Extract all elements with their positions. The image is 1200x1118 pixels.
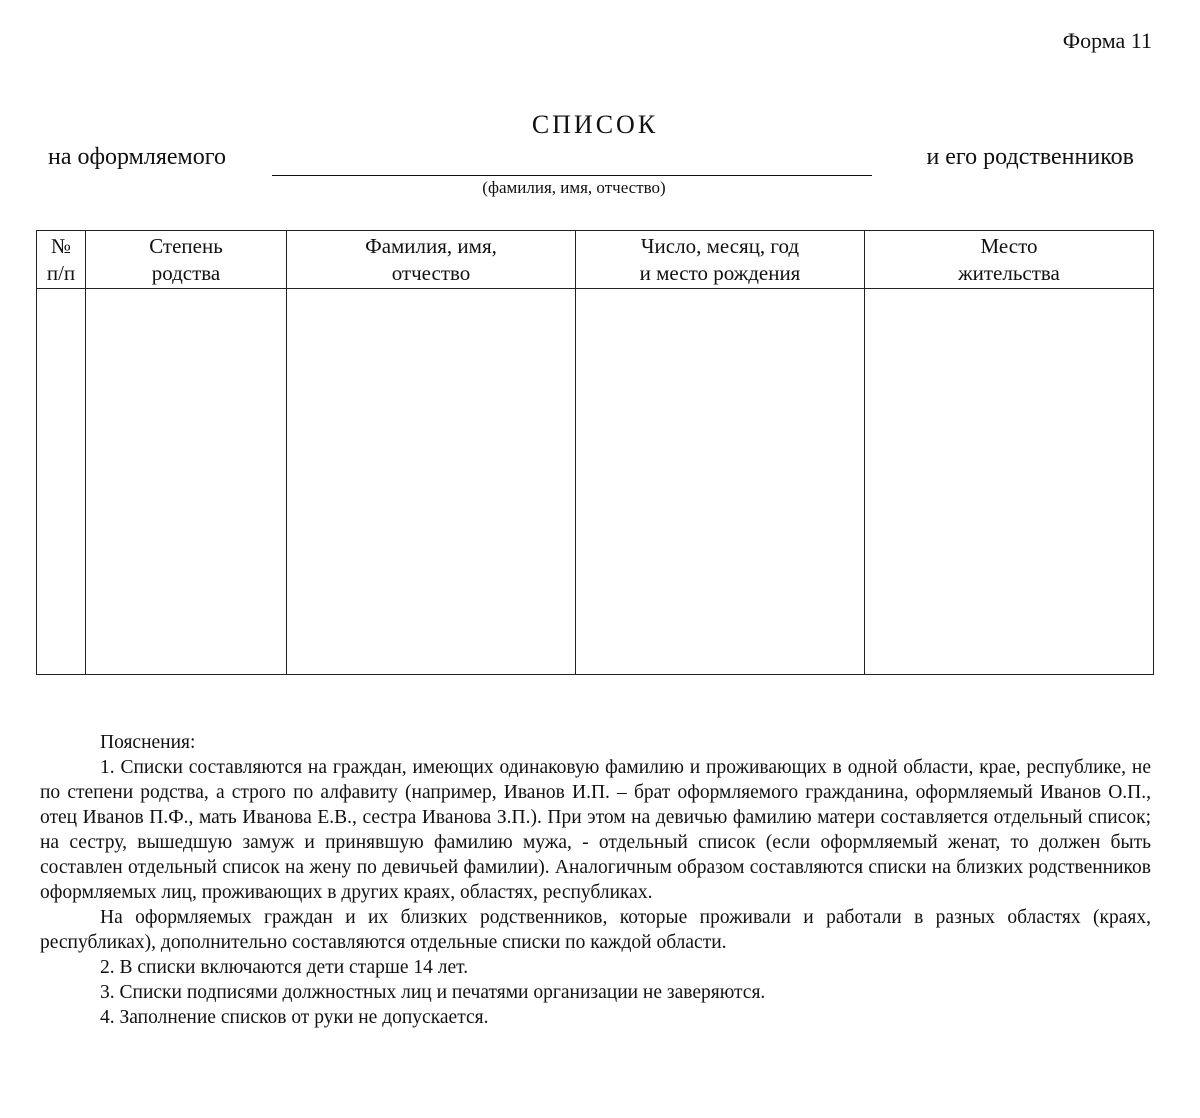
note-paragraph: 2. В списки включаются дети старше 14 лет. [100, 957, 469, 978]
header-line: жительства [958, 261, 1060, 285]
notes-heading: Пояснения: [100, 732, 196, 753]
note-paragraph: На оформляемых граждан и их близких родственников, которые проживали и работали в разных областях (краях, республиках), дополнительно составляются отдельные списки по каждой области. [40, 907, 1151, 953]
header-residence [865, 231, 1154, 289]
header-line: Место [980, 234, 1038, 258]
header-birth-date-place [576, 231, 865, 289]
header-line: Степень [149, 234, 223, 258]
table-cell-full-name[interactable] [287, 289, 576, 675]
table-header-row [37, 231, 1154, 289]
note-paragraph: 4. Заполнение списков от руки не допускается. [100, 1007, 489, 1028]
header-line: п/п [46, 261, 76, 285]
table-cell-number[interactable] [37, 289, 86, 675]
subject-line [48, 144, 1138, 178]
subject-prefix: на оформляемого [48, 144, 226, 170]
header-relationship [86, 231, 287, 289]
full-name-hint: (фамилия, имя, отчество) [482, 178, 666, 197]
table-cell-relationship[interactable] [86, 289, 287, 675]
table-cell-birth-date-place[interactable] [576, 289, 865, 675]
header-line: и место рождения [639, 261, 801, 285]
header-line: родства [151, 261, 221, 285]
form-number: Форма 11 [1062, 28, 1152, 53]
header-full-name [287, 231, 576, 289]
document-title: СПИСОК [531, 110, 659, 139]
note-paragraph: 1. Списки составляются на граждан, имеющих одинаковую фамилию и проживающих в одной области, крае, республике, не по степени родства, а строго по алфавиту (например, Иванов И.П. – брат оформляемого гражданина, оформляемый Иванов О.П., отец Иванов П.Ф., мать Иванова Е.В., сестра Иванова З.П.). При этом на девичью фамилию матери составляется отдельный список; на сестру, вышедшую замуж и принявшую фамилию мужа, - отдельный список (если оформляемый женат, то должен быть составлен отдельный список на жену по девичьей фамилии). Аналогичным образом составляются списки на близких родственников оформляемых лиц, проживающих в других краях, областях, республиках. [40, 757, 1151, 903]
notes-section [40, 730, 1151, 1030]
note-paragraph: 3. Списки подписями должностных лиц и печатями организации не заверяются. [100, 982, 766, 1003]
header-number [37, 231, 86, 289]
table-row [37, 289, 1154, 675]
table-cell-residence[interactable] [865, 289, 1154, 675]
header-line: Фамилия, имя, [365, 234, 497, 258]
header-line: Число, месяц, год [640, 234, 800, 258]
header-line: отчество [391, 261, 471, 285]
header-line: № [50, 234, 72, 258]
full-name-blank-line [272, 175, 872, 176]
relatives-table [36, 230, 1154, 675]
subject-suffix: и его родственников [926, 144, 1134, 170]
